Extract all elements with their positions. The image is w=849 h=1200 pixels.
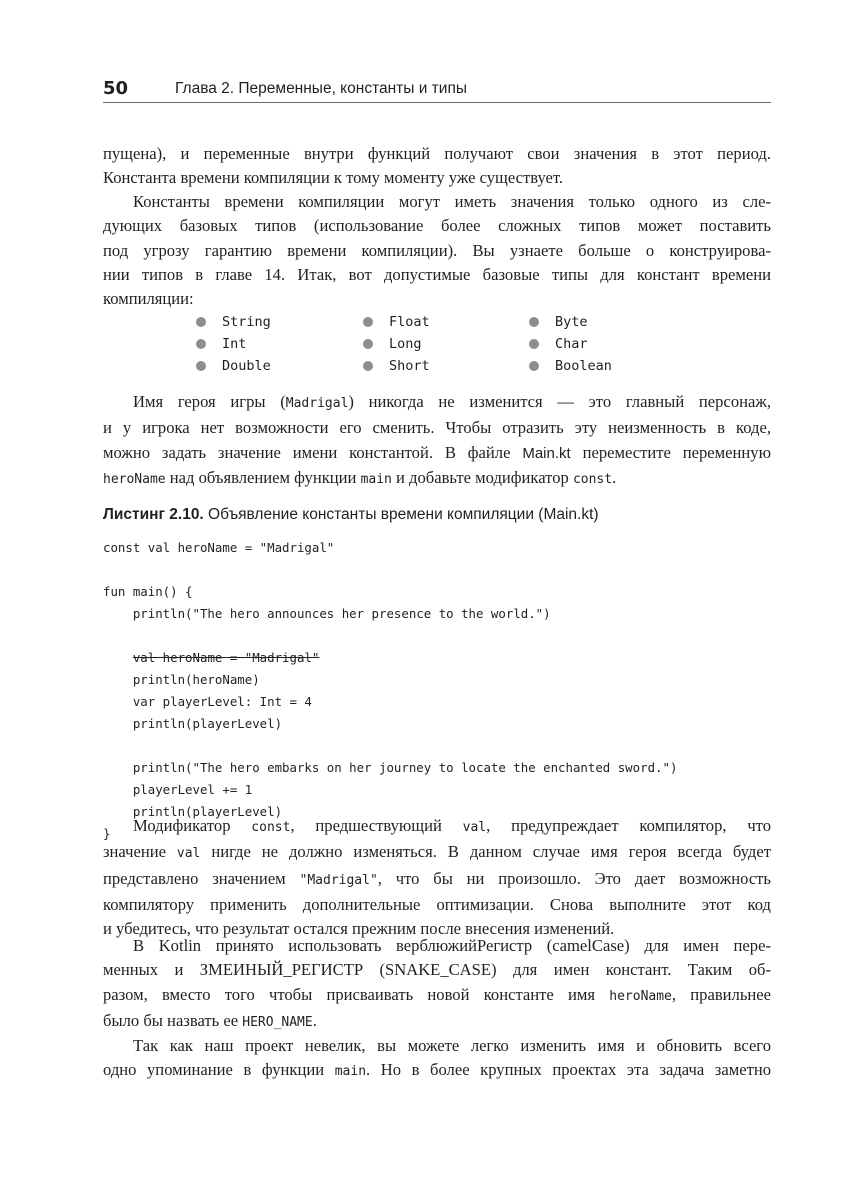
text-line: компилятору применить дополнительные оптимизации. Снова выполните этот код: [103, 894, 771, 914]
type-name: Byte: [555, 314, 588, 330]
code-line: println("The hero embarks on her journey to locate the enchanted sword."): [103, 760, 678, 775]
code-line: [103, 625, 771, 647]
bullet-icon: [363, 317, 373, 327]
types-row: [196, 314, 696, 336]
text-line: Константы времени компиляции могут иметь значения только одного из сле-: [133, 192, 771, 211]
running-title: Глава 2. Переменные, константы и типы: [175, 80, 467, 97]
types-row: [196, 336, 696, 358]
type-list-item: [363, 336, 422, 352]
inline-code: main: [360, 471, 392, 487]
text-run: переместите переменную: [570, 442, 771, 462]
code-line: println(heroName): [103, 672, 260, 687]
type-list-item: [529, 336, 588, 352]
inline-code: Madrigal: [285, 396, 349, 411]
paragraph-4: [103, 814, 771, 941]
text-line: [103, 1009, 771, 1035]
text-line: [103, 840, 771, 866]
bullet-icon: [529, 317, 539, 327]
code-listing: [103, 537, 771, 845]
code-line: println(playerLevel): [103, 804, 283, 819]
text-line: менных и ЗМЕИНЫЙ_РЕГИСТР (SNAKE_CASE) для имен констант. Таким об-: [103, 960, 771, 980]
code-line-removed: [103, 647, 771, 669]
paragraph-3: [103, 390, 771, 492]
text-line: и у игрока нет возможности его сменить. Чтобы отразить эту неизменность в коде,: [103, 418, 771, 438]
text-run: , правильнее: [671, 984, 771, 1004]
text-run: .: [612, 467, 617, 487]
paragraph-5: [103, 934, 771, 1035]
type-name: Char: [555, 336, 588, 352]
text-run: , предшествующий: [290, 816, 463, 835]
text-line: Константа времени компиляции к тому моменту уже существует.: [103, 168, 564, 188]
inline-code: "Madrigal": [299, 872, 378, 888]
bullet-icon: [196, 317, 206, 327]
type-name: Int: [222, 336, 247, 352]
page-number: 50: [103, 78, 129, 99]
text-run: значение: [103, 842, 177, 862]
struck-code: val heroName = "Madrigal": [132, 650, 320, 665]
type-name: Boolean: [555, 358, 612, 374]
bullet-icon: [363, 339, 373, 349]
page-header: [103, 78, 771, 103]
code-line: println(playerLevel): [103, 716, 283, 731]
text-line: В Kotlin принято использовать верблюжийРегистр (camelCase) для имен пере-: [133, 936, 771, 955]
code-line: var playerLevel: Int = 4: [103, 694, 312, 709]
listing-title: Объявление константы времени компиляции (Main.kt): [203, 506, 599, 523]
listing-label: Листинг 2.10.: [103, 506, 204, 523]
type-list-item: [196, 358, 271, 374]
text-run: Имя героя игры (: [133, 392, 286, 411]
text-line: компиляции:: [103, 289, 194, 309]
text-run: , предупреждает компилятор, что: [486, 816, 771, 835]
text-run: разом, вместо того чтобы присваивать новой константе имя: [103, 984, 610, 1004]
text-run: одно упоминание в функции: [103, 1060, 335, 1080]
text-run: .: [312, 1010, 317, 1030]
type-list-item: [196, 314, 271, 330]
inline-code: val: [176, 846, 201, 862]
text-line: [103, 983, 771, 1009]
paragraph-6: [103, 1034, 771, 1085]
text-line: [103, 390, 771, 416]
inline-code: val: [462, 820, 487, 835]
text-run: представлено значением: [103, 868, 300, 888]
text-run: и добавьте модификатор: [391, 467, 573, 487]
bullet-icon: [529, 361, 539, 371]
listing-caption: [103, 506, 599, 524]
inline-code: main: [334, 1064, 367, 1080]
bullet-icon: [196, 361, 206, 371]
inline-code: heroName: [103, 471, 166, 487]
bullet-icon: [196, 339, 206, 349]
code-line: const val heroName = "Madrigal": [103, 540, 335, 555]
type-list-item: [363, 358, 430, 374]
type-list-item: [529, 314, 588, 330]
text-line: [103, 867, 771, 893]
text-line: под угрозу гарантию времени компиляции). Вы узнаете больше о конструирова-: [103, 240, 771, 260]
text-run: можно задать значение имени константой. В файле: [103, 442, 523, 462]
types-row: [196, 358, 696, 380]
type-name: String: [222, 314, 271, 330]
code-line: [103, 559, 771, 581]
text-line: пущена), и переменные внутри функций получают свои значения в этот период.: [103, 144, 771, 163]
text-line: нии типов в главе 14. Итак, вот допустимые базовые типы для констант времени: [103, 264, 771, 284]
text-run: , что бы ни произошло. Это дает возможность: [377, 868, 771, 888]
code-line: fun main() {: [103, 584, 193, 599]
text-run: нигде не должно изменяться. В данном случае имя героя всегда будет: [200, 842, 771, 862]
paragraph-1: [103, 142, 771, 191]
text-line: [103, 1058, 771, 1084]
type-list-item: [363, 314, 430, 330]
bullet-icon: [363, 361, 373, 371]
text-run: . Но в более крупных проектах эта задача заметно: [366, 1060, 772, 1080]
code-line: playerLevel += 1: [103, 782, 253, 797]
text-line: [103, 466, 771, 492]
text-run: было бы назвать ее: [103, 1010, 243, 1030]
inline-code: heroName: [609, 988, 672, 1004]
text-run: Модификатор: [133, 816, 252, 835]
text-line: [103, 441, 771, 466]
file-name: Main.kt: [522, 444, 571, 462]
text-run: над объявлением функции: [165, 467, 361, 487]
type-list-item: [196, 336, 246, 352]
text-line: Так как наш проект невелик, вы можете легко изменить имя и обновить всего: [133, 1036, 771, 1055]
paragraph-2: [103, 190, 771, 311]
inline-code: const: [251, 820, 291, 835]
inline-code: HERO_NAME: [242, 1014, 313, 1030]
code-line: println("The hero announces her presence to the world."): [103, 606, 551, 621]
bullet-icon: [529, 339, 539, 349]
type-name: Long: [389, 336, 422, 352]
type-name: Short: [389, 358, 430, 374]
inline-code: const: [572, 471, 613, 487]
type-name: Double: [222, 358, 271, 374]
type-name: Float: [389, 314, 430, 330]
text-line: и убедитесь, что результат остался прежним после внесения изменений.: [103, 919, 615, 939]
text-line: дующих базовых типов (использование более сложных типов может поставить: [103, 216, 771, 236]
type-list-item: [529, 358, 612, 374]
code-line: [103, 735, 771, 757]
text-run: ) никогда не изменится — это главный персонаж,: [348, 392, 771, 411]
text-line: [103, 814, 771, 840]
code-line: }: [103, 826, 111, 841]
